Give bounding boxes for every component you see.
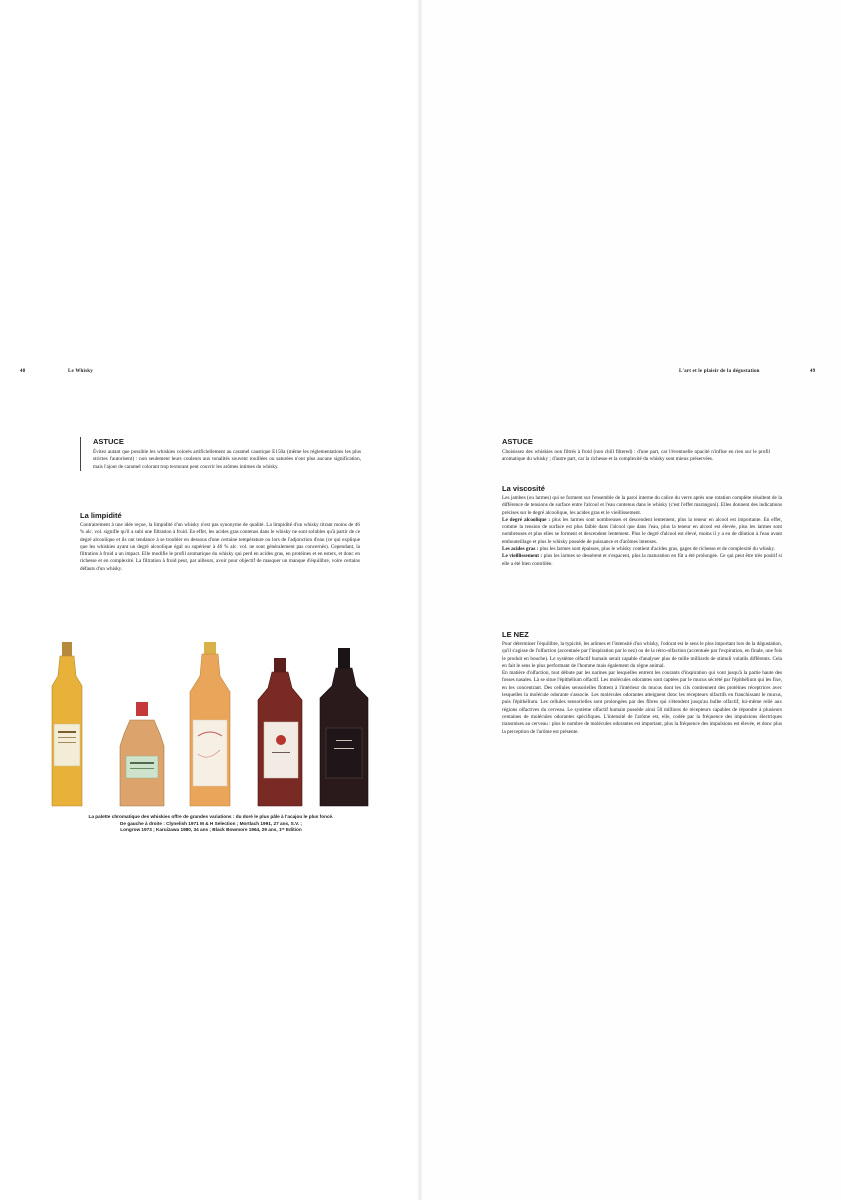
right-page-number: 49: [810, 369, 816, 374]
bottles-caption: [56, 814, 366, 834]
astuce-text-right: Choisissez des whiskies non filtrés à froid (non chill filtered) : d'une part, car l'éventuelle opacité n'influe en rien sur le profil aromatique du whisky ; d'autre part, car la richesse et la complexité du whisky sont mieux préservées.: [502, 449, 770, 463]
limpidite-text: Contrairement à une idée reçue, la limpidité d'un whisky n'est pas synonyme de qualité. La limpidité d'un whisky titrant moins de 46 % alc. vol. signifie qu'il a subi une filtration à froid. En effet, les acides gras contenus dans le whisky ne sont solubles qu'à partir de ce degré alcoolique et ils ont tendance à se troubler en dessous d'une certaine température ou lors de l'adjonction d'eau (ce qui explique que les whiskies ayant un degré alcoolique égal ou supérieur à 46 % alc. vol. ne sont généralement pas concernés). Cependant, la filtration à froid a un impact. Elle modifie le profil aromatique du whisky qui perd en acides gras, en protéines et en esters, et donc en richesse et en complexité. La filtration à froid peut, par ailleurs, avoir pour objectif de masquer un manque d'équilibre, voire certains défauts d'un whisky.: [80, 522, 360, 572]
section-le-nez: [502, 630, 782, 736]
nez-paragraph-1: Pour déterminer l'équilibre, la typicité, les arômes et l'intensité d'un whisky, l'odorat est le sens le plus important lors de la dégustation, qu'il s'agisse de l'olfaction (accentuée par l'inspiration par le nez) ou de la rétro-olfaction (accentuée par l'expiration, en finale, une fois le produit en bouche). Le système olfactif humain serait capable d'analyser plus de mille milliards de stimuli volatils différents. Cela en fait le sens le plus performant de l'homme mais également du règne animal.: [502, 641, 782, 669]
bottle-clynelish: [52, 642, 82, 806]
astuce-box-right: [502, 437, 770, 464]
whisky-bottles-illustration: [50, 636, 375, 811]
nez-title: LE NEZ: [502, 630, 529, 639]
bottle-black-bowmore: [320, 648, 368, 806]
section-limpidite: [80, 511, 360, 573]
section-viscosite: [502, 484, 782, 568]
page-gutter: [418, 0, 422, 1200]
nez-paragraph-2: En matière d'olfaction, tout débute par les narines par lesquelles entrent les courants d'inspiration qui vont jusqu'à la partie haute des fosses nasales. Là se situe l'épithélium olfactif. Les molécules odorantes sont captées par le mucus sécrété par l'épithélium qui les fixe, en les concentrant. Des cellules sensorielles flottent à l'intérieur du mucus dont les cils contiennent des protéines réceptrices avec lesquelles la molécule odorante s'associe. Les molécules odorantes atteignent donc les récepteurs olfactifs en franchissant le mucus, puis l'épithélium. Les cellules sensorielles sont prolongées par des fibres qui s'étendent jusqu'au bulbe olfactif, lui-même relié aux régions olfactives du cerveau. Le système olfactif humain possède ainsi 50 millions de récepteurs capables de répondre à plusieurs centaines de molécules odorantes spécifiques. L'intensité de l'arôme est, elle, codée par la fréquence des impulsions électriques transmises au cerveau : plus le nombre de molécules odorantes est important, plus la fréquence des impulsions est élevée, et donc plus la perception de l'arôme est présente.: [502, 670, 782, 735]
viscosite-intro: Les jambes (ou larmes) qui se forment sur l'ensemble de la paroi interne du calice du verre après une rotation complète résultent de la différence de tensions de surface entre l'alcool et l'eau contenus dans le whisky (c'est l'effet marangoni). Elles donnent des indications précises sur le degré alcoolique, les acides gras et le vieillissement.: [502, 495, 782, 516]
viscosite-title: La viscosité: [502, 484, 545, 493]
left-running-title: Le Whisky: [68, 369, 93, 374]
degre-text: plus les larmes sont nombreuses et descendent lentement, plus la teneur en alcool est importante. En effet, comme la tension de surface est plus faible dans l'alcool que dans l'eau, plus la teneur en alcool est élevée, plus les larmes sont nombreuses et plus elles se forment et descendent lentement. Plus le degré d'alcool est élevé, moins il y a eu de dilution à l'eau avant embouteillage et plus le whisky possède de puissance et d'arômes intenses.: [502, 516, 782, 545]
bottle-karuizawa: [258, 658, 302, 806]
caption-line-3: Longrow 1973 ; Karuizawa 1980, 34 ans ; Black Bowmore 1964, 29 ans, 1ʳᵉ Edition: [120, 827, 302, 832]
acides-label: Les acides gras :: [502, 546, 539, 553]
left-page-number: 48: [20, 369, 26, 374]
limpidite-title: La limpidité: [80, 511, 122, 520]
bottle-longrow: [190, 642, 230, 806]
astuce-text-left: Évitez autant que possible les whiskies colorés artificiellement au caramel caustique E150a (même les réglementations les plus strictes l'autorisent) : non seulement leurs couleurs aux tonalités souvent rouillées ou saturées n'ont plus aucune signification, mais l'ajout de caramel colorant trop texturant peut couvrir les arômes intimes du whisky.: [93, 449, 361, 470]
astuce-box-left: [80, 437, 361, 471]
acides-text: plus les larmes sont épaisses, plus le whisky contient d'acides gras, gages de richesse et de complexité du whisky.: [538, 546, 776, 553]
left-page: [0, 0, 420, 1200]
caption-line-1: La palette chromatique des whiskies offre de grandes variations : du doré le plus pâle à l'acajou le plus foncé.: [88, 814, 334, 819]
astuce-title-right: ASTUCE: [502, 437, 533, 446]
right-running-title: L'art et le plaisir de la dégustation: [679, 369, 760, 374]
vieillissement-label: Le vieillissement :: [502, 553, 543, 560]
viscosite-vieillissement: [502, 553, 782, 568]
astuce-title-left: ASTUCE: [93, 437, 124, 446]
right-page: [420, 0, 841, 1200]
caption-line-2: De gauche à droite : Clynelish 1971 M & H Selection ; Mortlach 1991, 27 ans, S.V. ;: [120, 820, 302, 826]
vieillissement-text: plus les larmes se dessèrent et s'espacent, plus la maturation en fût a été prolongée. Ce qui peut être très positif si elle a été bien contrôlée.: [502, 553, 782, 567]
viscosite-degre: [502, 517, 782, 546]
bottle-mortlach: [120, 702, 164, 806]
degre-label: Le degré alcoolique :: [502, 516, 551, 523]
